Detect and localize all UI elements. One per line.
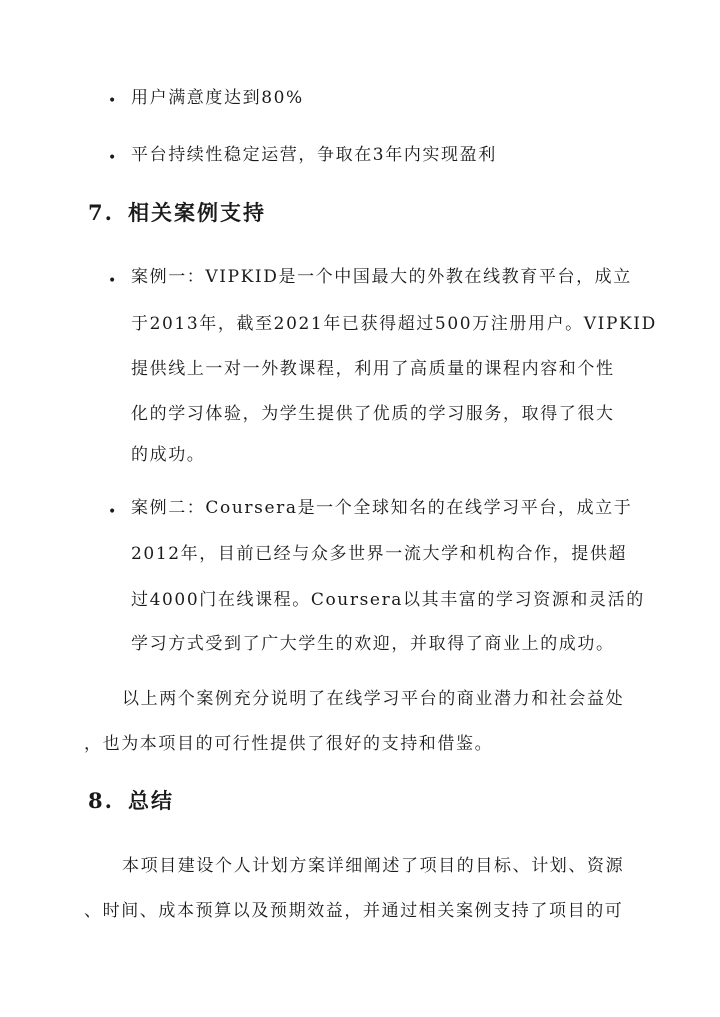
bullet-marker: •: [108, 273, 117, 289]
case-2-line-1: 案例二：Coursera是一个全球知名的在线学习平台，成立于: [131, 498, 633, 518]
bullet-marker: •: [108, 150, 117, 166]
section-7-number: 7.: [88, 200, 114, 225]
summary-line-1: 本项目建设个人计划方案详细阐述了项目的目标、计划、资源: [122, 856, 625, 876]
section-7-heading: [88, 199, 266, 227]
case-1-line-2: 于2013年，截至2021年已获得超过500万注册用户。VIPKID: [131, 314, 657, 334]
case-1-line-5: 的成功。: [131, 445, 206, 465]
bullet-item-profitability: 平台持续性稳定运营，争取在3年内实现盈利: [131, 145, 497, 165]
case-1-line-1: 案例一：VIPKID是一个中国最大的外教在线教育平台，成立: [131, 267, 632, 287]
conclusion-line-2: ，也为本项目的可行性提供了很好的支持和借鉴。: [84, 734, 494, 754]
summary-line-2: 、时间、成本预算以及预期效益，并通过相关案例支持了项目的可: [84, 901, 624, 921]
bullet-marker: •: [108, 93, 117, 109]
section-8-title: 总结: [128, 788, 174, 813]
case-2-line-4: 学习方式受到了广大学生的欢迎，并取得了商业上的成功。: [131, 634, 615, 654]
case-1-line-4: 化的学习体验，为学生提供了优质的学习服务，取得了很大: [131, 404, 615, 424]
section-8-number: 8.: [88, 788, 114, 813]
section-7-title: 相关案例支持: [128, 200, 266, 225]
case-1-line-3: 提供线上一对一外教课程，利用了高质量的课程内容和个性: [131, 359, 615, 379]
case-2-line-3: 过4000门在线课程。Coursera以其丰富的学习资源和灵活的: [131, 590, 645, 610]
bullet-marker: •: [108, 504, 117, 520]
section-8-heading: [88, 787, 174, 815]
bullet-item-satisfaction: 用户满意度达到80%: [131, 88, 304, 108]
case-2-line-2: 2012年，目前已经与众多世界一流大学和机构合作，提供超: [131, 544, 628, 564]
conclusion-line-1: 以上两个案例充分说明了在线学习平台的商业潜力和社会益处: [122, 689, 625, 709]
